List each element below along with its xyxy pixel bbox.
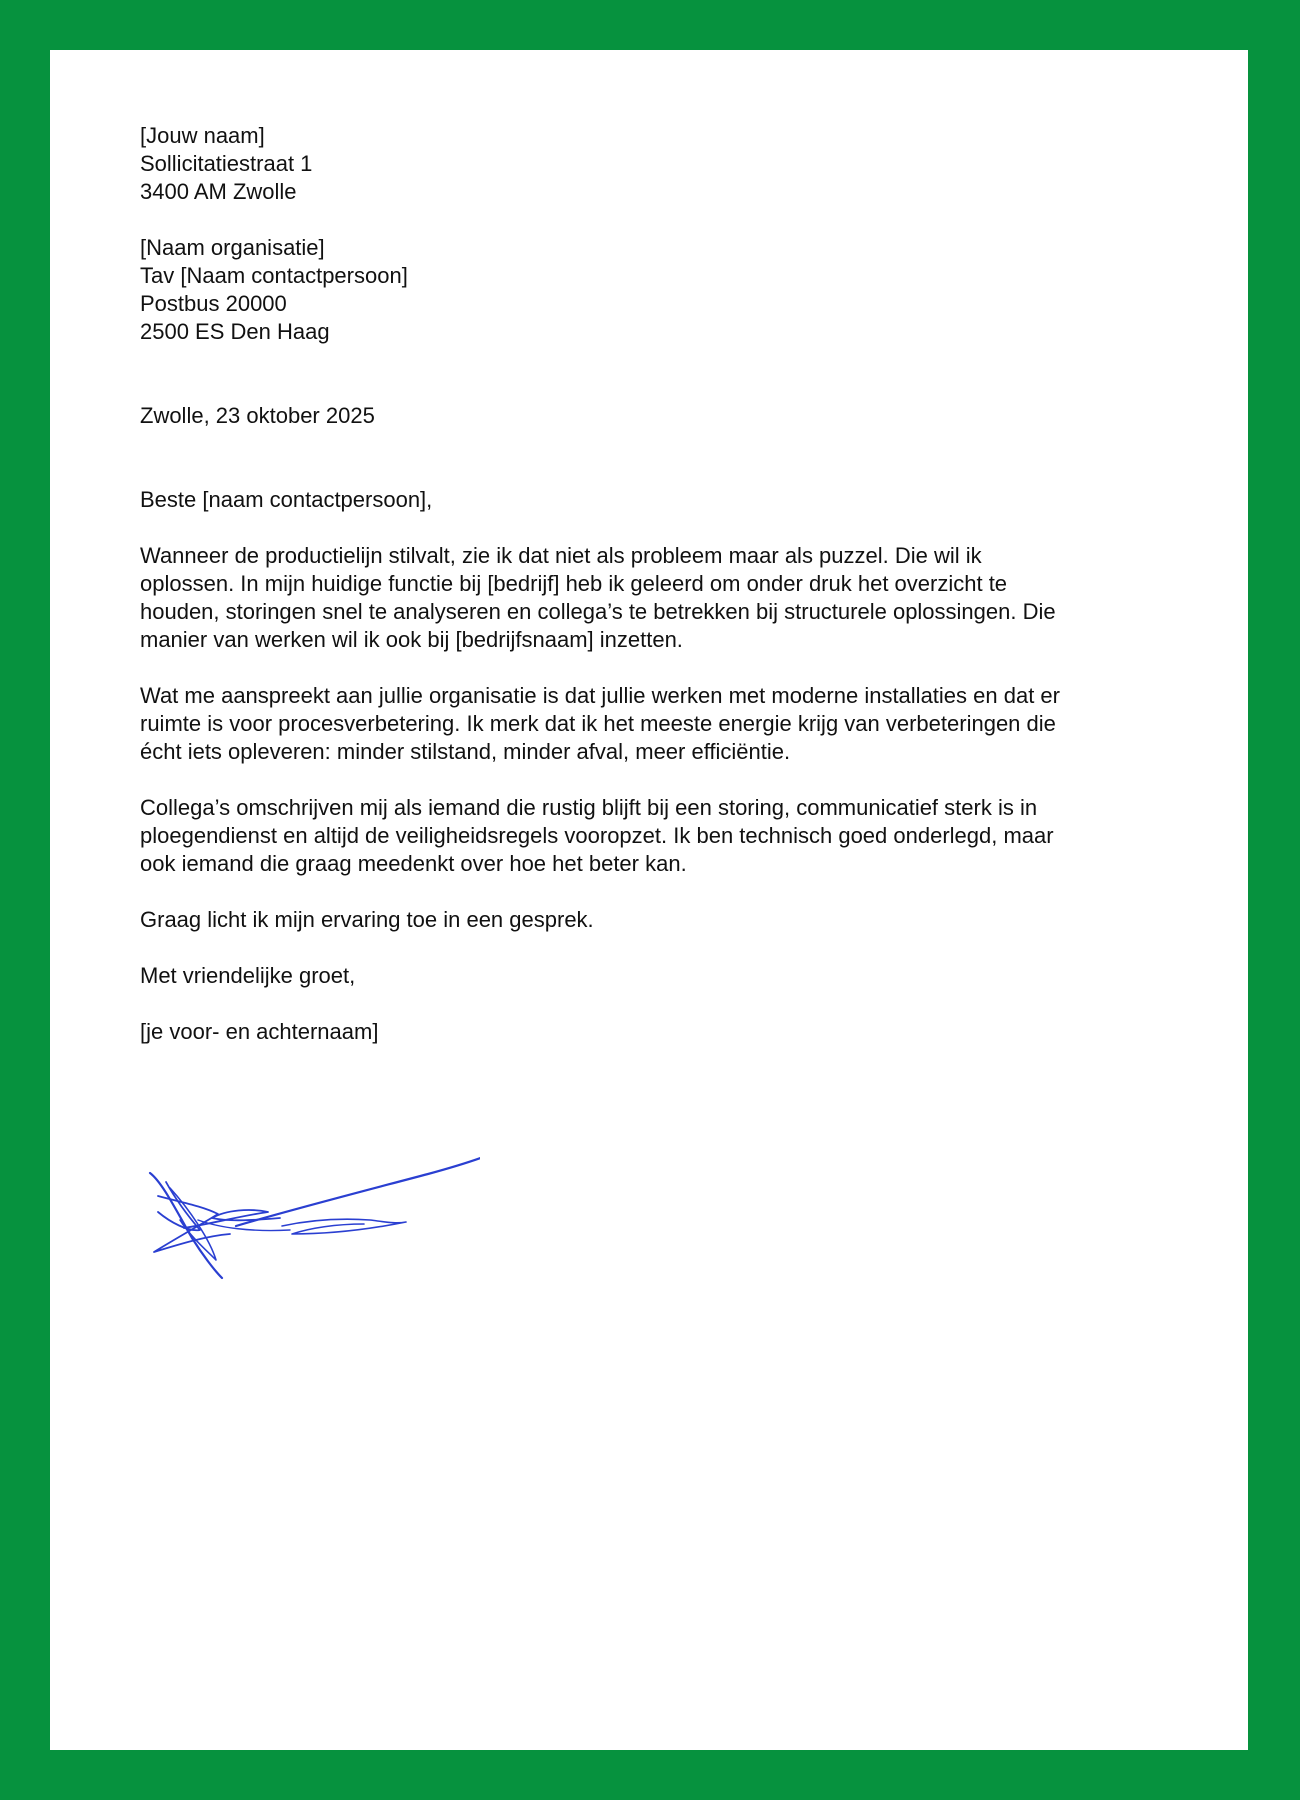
letter-page bbox=[50, 50, 1248, 1750]
sender-street: Sollicitatiestraat 1 bbox=[140, 151, 313, 176]
paragraph-line: Graag licht ik mijn ervaring toe in een gesprek. bbox=[140, 907, 594, 932]
paragraph-line: Wat me aanspreekt aan jullie organisatie is dat jullie werken met moderne installaties en dat er bbox=[140, 683, 1060, 708]
recipient-attention: Tav [Naam contactpersoon] bbox=[140, 263, 408, 288]
sender-city: 3400 AM Zwolle bbox=[140, 179, 297, 204]
paragraph-line: ruimte is voor procesverbetering. Ik merk dat ik het meeste energie krijg van verbeteringen die bbox=[140, 711, 1056, 736]
paragraph-organisation bbox=[140, 682, 1160, 766]
paragraph-line: oplossen. In mijn huidige functie bij [bedrijf] heb ik geleerd om onder druk het overzicht te bbox=[140, 571, 1008, 596]
closing bbox=[140, 962, 1160, 990]
greeting-text: Beste [naam contactpersoon], bbox=[140, 487, 433, 512]
sender-address bbox=[140, 122, 1160, 206]
signature-name-text: [je voor- en achternaam] bbox=[140, 1019, 379, 1044]
date-text: Zwolle, 23 oktober 2025 bbox=[140, 403, 375, 428]
paragraph-line: houden, storingen snel te analyseren en collega’s te betrekken bij structurele oplossingen. Die bbox=[140, 599, 1056, 624]
recipient-organisation: [Naam organisatie] bbox=[140, 235, 325, 260]
signature-name bbox=[140, 1018, 1160, 1046]
handwritten-signature bbox=[140, 1120, 480, 1300]
recipient-address bbox=[140, 234, 1160, 346]
recipient-city: 2500 ES Den Haag bbox=[140, 319, 330, 344]
sender-name: [Jouw naam] bbox=[140, 123, 265, 148]
paragraph-line: ploegendienst en altijd de veiligheidsregels vooropzet. Ik ben technisch goed onderlegd, maar bbox=[140, 823, 1054, 848]
paragraph-line: Wanneer de productielijn stilvalt, zie ik dat niet als probleem maar als puzzel. Die wil ik bbox=[140, 543, 982, 568]
letter-body bbox=[140, 122, 1160, 1046]
signature-drawing bbox=[140, 1120, 480, 1300]
greeting bbox=[140, 486, 1160, 514]
paragraph-line: manier van werken wil ik ook bij [bedrijfsnaam] inzetten. bbox=[140, 627, 683, 652]
paragraph-line: écht iets opleveren: minder stilstand, minder afval, meer efficiëntie. bbox=[140, 739, 791, 764]
paragraph-line: ook iemand die graag meedenkt over hoe het beter kan. bbox=[140, 851, 687, 876]
paragraph-line: Collega’s omschrijven mij als iemand die rustig blijft bij een storing, communicatief sterk is in bbox=[140, 795, 1038, 820]
recipient-postbus: Postbus 20000 bbox=[140, 291, 287, 316]
paragraph-qualities bbox=[140, 794, 1160, 878]
paragraph-closing-invitation bbox=[140, 906, 1160, 934]
date-line bbox=[140, 402, 1160, 430]
paragraph-motivation bbox=[140, 542, 1160, 654]
closing-text: Met vriendelijke groet, bbox=[140, 963, 356, 988]
